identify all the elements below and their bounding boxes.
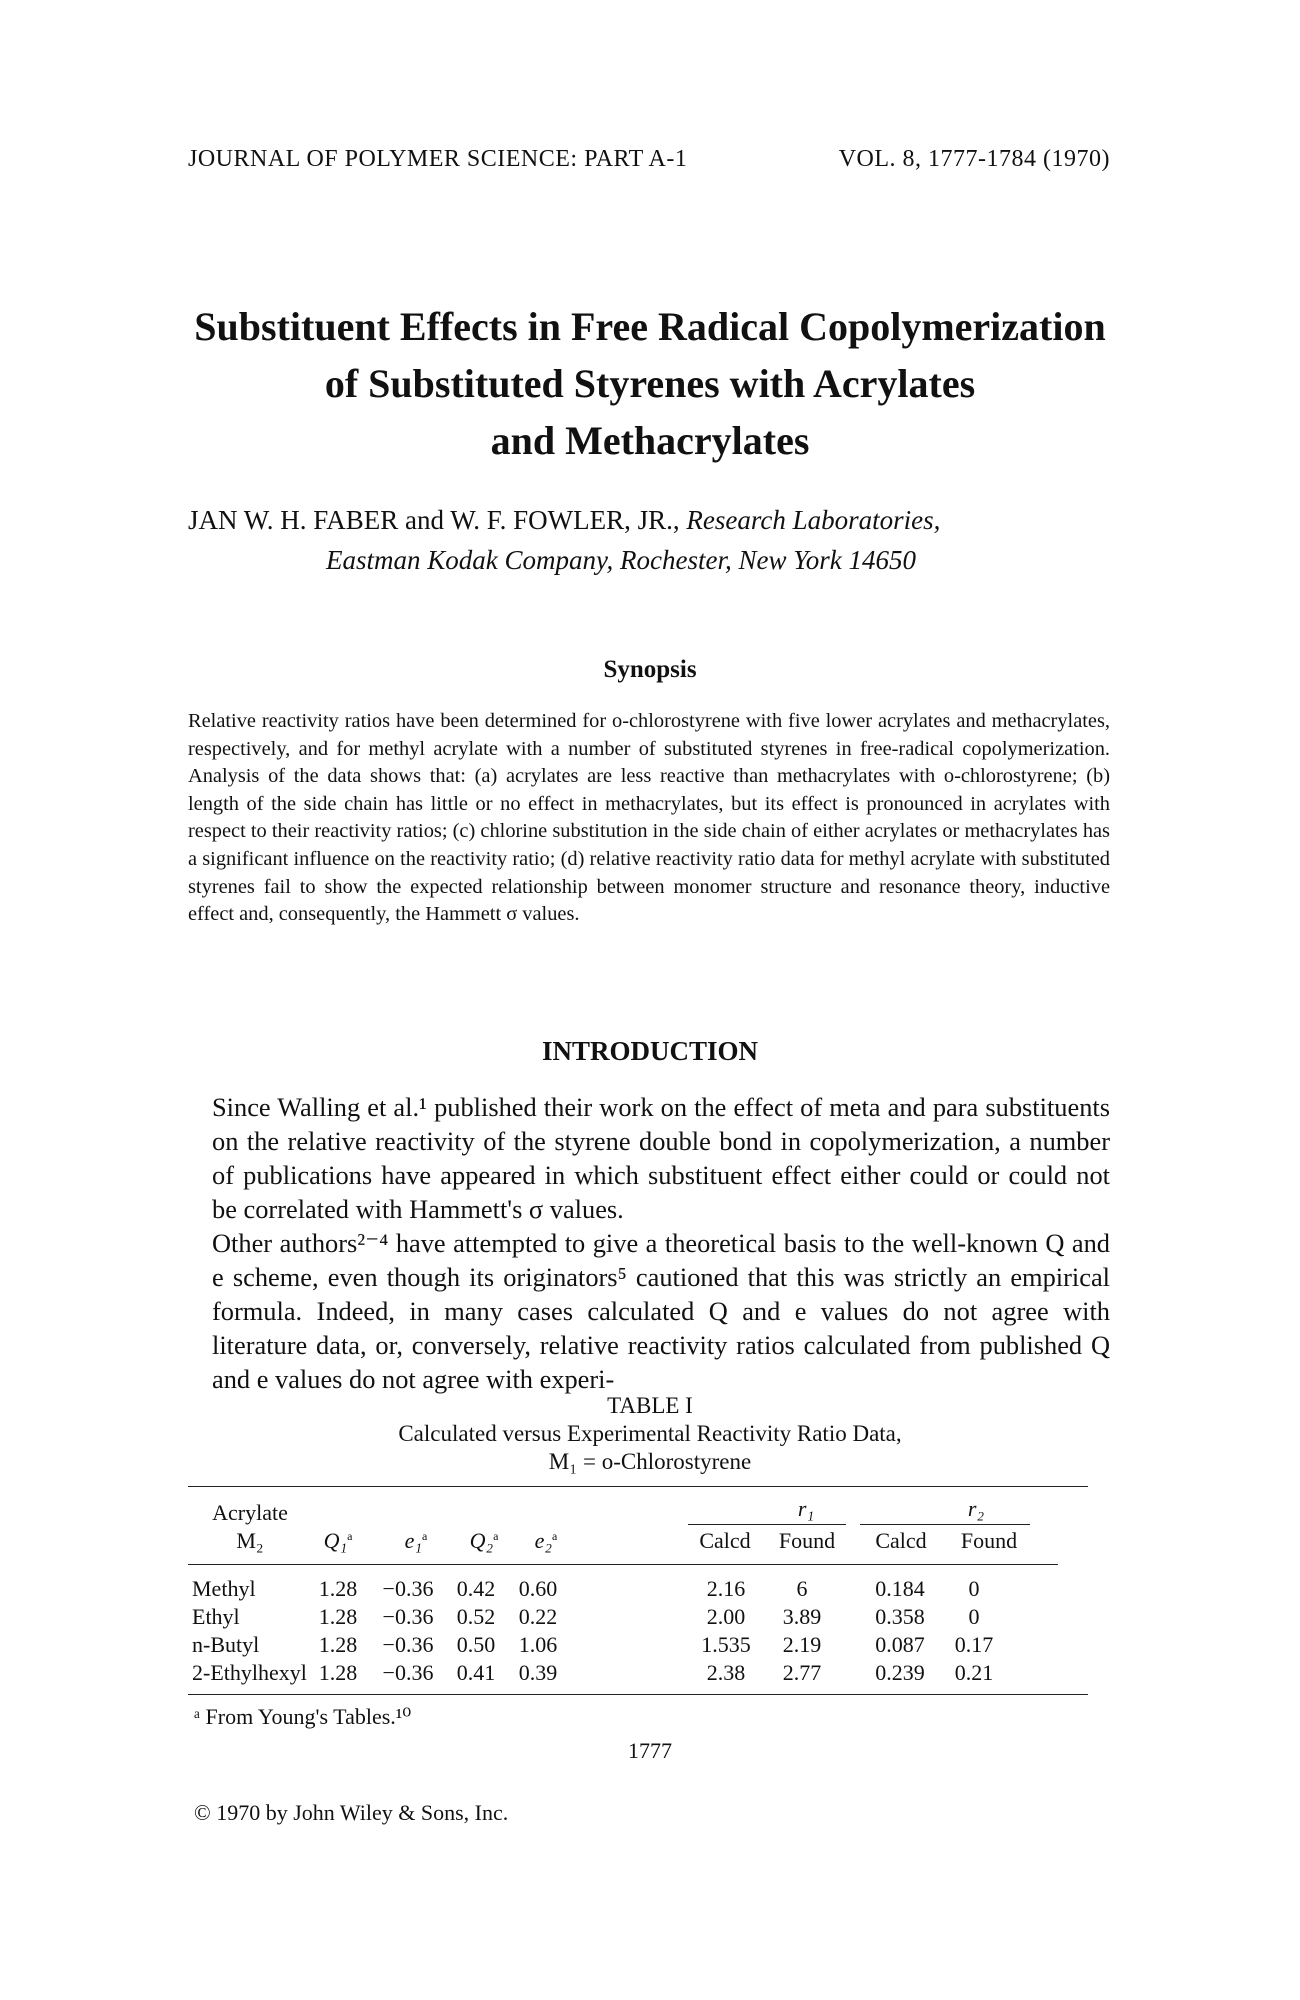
volume-info: VOL. 8, 1777-1784 (1970) (838, 146, 1110, 172)
header-r2-found: Found (960, 1528, 1018, 1553)
cell-q1: 1.28 (318, 1576, 358, 1601)
cell-r1-calcd: 1.535 (701, 1632, 751, 1657)
cell-e1: −0.36 (382, 1576, 434, 1601)
cell-r2-calcd: 0.087 (875, 1632, 925, 1657)
cell-e2: 0.60 (518, 1576, 558, 1601)
title-line-1: Substituent Effects in Free Radical Copolymerization (194, 304, 1106, 349)
cell-e2: 0.22 (518, 1604, 558, 1629)
cell-q2: 0.52 (456, 1604, 496, 1629)
table-title-line-2: M₁ = o-Chlorostyrene (548, 1449, 752, 1474)
cell-q1: 1.28 (318, 1660, 358, 1685)
row-acrylate: Methyl (192, 1576, 256, 1601)
cell-r1-found: 6 (796, 1576, 808, 1601)
header-q1: Q₁$^a$ (323, 1528, 353, 1553)
cell-q2: 0.50 (456, 1632, 496, 1657)
title-line-3: and Methacrylates (490, 418, 810, 463)
cell-q2: 0.41 (456, 1660, 496, 1685)
cell-e1: −0.36 (382, 1660, 434, 1685)
r1-span-rule (688, 1524, 846, 1525)
table-footnote: ᵃ From Young's Tables.¹⁰ (194, 1704, 412, 1729)
cell-r1-calcd: 2.00 (706, 1604, 746, 1629)
header-r1-calcd: Calcd (699, 1528, 751, 1553)
header-q2: Q₂$^a$ (469, 1528, 499, 1553)
row-acrylate: Ethyl (192, 1604, 240, 1629)
table-label: TABLE I (607, 1393, 693, 1418)
cell-e2: 0.39 (518, 1660, 558, 1685)
table-top-rule (188, 1486, 1088, 1487)
table-caption (0, 1392, 1300, 1476)
header-acrylate: Acrylate (212, 1500, 288, 1525)
cell-r2-calcd: 0.184 (875, 1576, 925, 1601)
cell-q2: 0.42 (456, 1576, 496, 1601)
cell-e1: −0.36 (382, 1632, 434, 1657)
synopsis-heading: Synopsis (603, 656, 697, 683)
page-number: 1777 (628, 1738, 672, 1763)
r2-span-rule (860, 1524, 1030, 1525)
cell-r2-found: 0 (968, 1576, 980, 1601)
copyright-notice: © 1970 by John Wiley & Sons, Inc. (194, 1800, 509, 1825)
cell-r2-found: 0.21 (954, 1660, 994, 1685)
cell-r2-found: 0 (968, 1604, 980, 1629)
table-title-line-1: Calculated versus Experimental Reactivity Ratio Data, (398, 1421, 902, 1446)
cell-e2: 1.06 (518, 1632, 558, 1657)
journal-name: JOURNAL OF POLYMER SCIENCE: PART A-1 (188, 146, 688, 172)
cell-q1: 1.28 (318, 1632, 358, 1657)
cell-e1: −0.36 (382, 1604, 434, 1629)
cell-r1-calcd: 2.38 (706, 1660, 746, 1685)
table-header-rule (188, 1564, 1058, 1565)
header-e2: e₂$^a$ (534, 1528, 558, 1553)
header-r2-calcd: Calcd (875, 1528, 927, 1553)
cell-r2-found: 0.17 (954, 1632, 994, 1657)
cell-r1-calcd: 2.16 (706, 1576, 746, 1601)
cell-r2-calcd: 0.358 (875, 1604, 925, 1629)
header-r1-found: Found (778, 1528, 836, 1553)
synopsis-text: Relative reactivity ratios have been determined for o-chlorostyrene with five lower acrylates and methacrylates, respectively, and for methyl acrylate with a number of substituted styrenes in free-radical copolymerization. Analysis of the data shows that: (a) acrylates are less reactive than methacrylates with o-chlorostyrene; (b) length of the side chain has little or no effect in methacrylates, but its effect is pronounced in acrylates with respect to their reactivity ratios; (c) chlorine substitution in the side chain of either acrylates or methacrylates has a significant influence on the reactivity ratio; (d) relative reactivity ratio data for methyl acrylate with substituted styrenes fail to show the expected relationship between monomer structure and resonance theory, inductive effect and, consequently, the Hammett σ values. (188, 710, 1110, 926)
cell-r1-found: 2.77 (782, 1660, 822, 1685)
table-bottom-rule (188, 1694, 1088, 1695)
cell-q1: 1.28 (318, 1604, 358, 1629)
author-block (188, 500, 1118, 580)
header-r2: r₂ (967, 1496, 985, 1521)
affiliation-line-2: Eastman Kodak Company, Rochester, New York 14650 (326, 545, 916, 575)
title-line-2: of Substituted Styrenes with Acrylates (324, 361, 976, 406)
header-m2: M₂ (236, 1528, 264, 1553)
row-acrylate: 2-Ethylhexyl (192, 1660, 307, 1685)
row-acrylate: n-Butyl (192, 1632, 260, 1657)
introduction-heading: INTRODUCTION (541, 1036, 759, 1066)
author-names: JAN W. H. FABER and W. F. FOWLER, JR., (188, 505, 680, 535)
header-e1: e₁$^a$ (404, 1528, 428, 1553)
cell-r1-found: 3.89 (782, 1604, 822, 1629)
introduction-paragraph: Since Walling et al.¹ published their work on the effect of meta and para substituents on the relative reactivity of the styrene double bond in copolymerization, a number of publications have appeared in which substituent effect either could or could not be correlated with Hammett's σ values. (212, 1092, 1110, 1224)
cell-r1-found: 2.19 (782, 1632, 822, 1657)
introduction-body (212, 1090, 1110, 1396)
cell-r2-calcd: 0.239 (875, 1660, 925, 1685)
introduction-paragraph: Other authors²⁻⁴ have attempted to give a theoretical basis to the well-known Q and e scheme, even though its originators⁵ cautioned that this was strictly an empirical formula. Indeed, in many cases calculated Q and e values do not agree with literature data, or, conversely, relative reactivity ratios calculated from published Q and e values do not agree with experi- (212, 1228, 1110, 1394)
article-title (150, 298, 1150, 469)
header-r1: r₁ (797, 1496, 815, 1521)
affiliation-line-1: Research Laboratories, (686, 505, 941, 535)
